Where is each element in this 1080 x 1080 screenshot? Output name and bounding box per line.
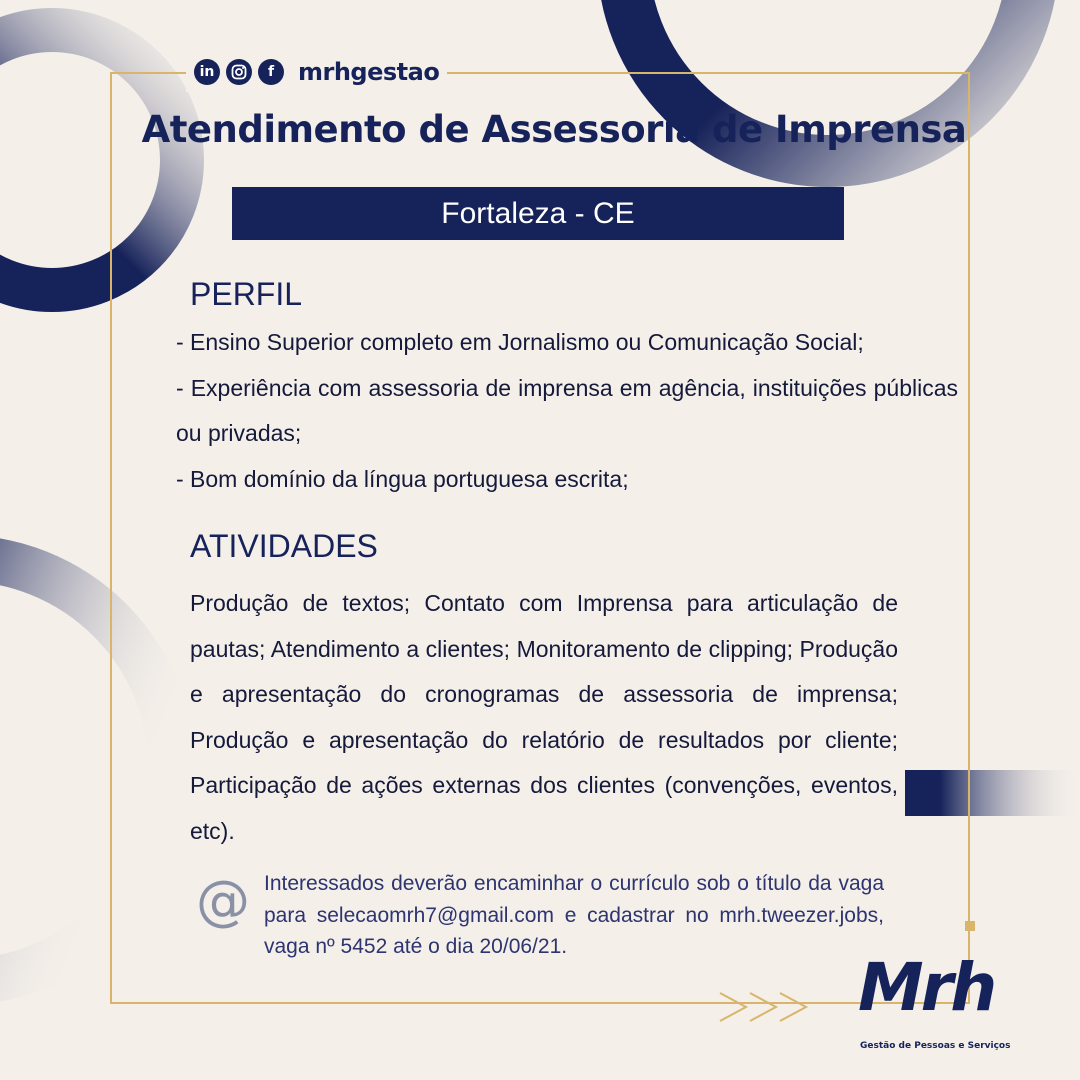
chevron-arrows-icon — [716, 990, 816, 1024]
linkedin-icon[interactable]: in — [194, 59, 220, 85]
perfil-heading: PERFIL — [190, 276, 303, 312]
facebook-icon[interactable]: f — [258, 59, 284, 85]
mrh-logo — [858, 949, 1028, 1055]
location-label: Fortaleza - CE — [441, 196, 635, 230]
social-bar — [186, 52, 447, 92]
job-title: Atendimento de Assessoria de Imprensa — [141, 108, 967, 151]
location-banner — [232, 187, 844, 240]
frame-corner-dot — [965, 921, 975, 931]
at-sign-icon: @ — [196, 869, 250, 932]
social-handle[interactable]: mrhgestao — [298, 58, 440, 86]
perfil-item: - Bom domínio da língua portuguesa escrita; — [176, 465, 629, 492]
perfil-item: - Experiência com assessoria de imprensa em agência, instituições públicas ou privadas; — [176, 374, 958, 446]
contact-instructions: Interessados deverão encaminhar o currículo sob o título da vaga para selecaomrh7@gmail.com e cadastrar no mrh.tweezer.jobs, vaga nº 5452 até o dia 20/06/21. — [264, 872, 884, 958]
perfil-item: - Ensino Superior completo em Jornalismo ou Comunicação Social; — [176, 329, 864, 355]
instagram-icon[interactable] — [226, 59, 252, 85]
perfil-list — [176, 320, 958, 502]
logo-wordmark: Mrh — [858, 949, 995, 1026]
atividades-text: Produção de textos; Contato com Imprensa para articulação de pautas; Atendimento a clientes; Monitoramento de clipping; Produção e apresentação do cronogramas de assessoria de imprensa; Produção e apresentação do relatório de resultados por cliente; Participação de ações externas dos clientes (convenções, eventos, etc). — [190, 590, 898, 844]
atividades-heading: ATIVIDADES — [190, 528, 378, 564]
logo-tagline: Gestão de Pessoas e Serviços — [860, 1041, 1011, 1051]
